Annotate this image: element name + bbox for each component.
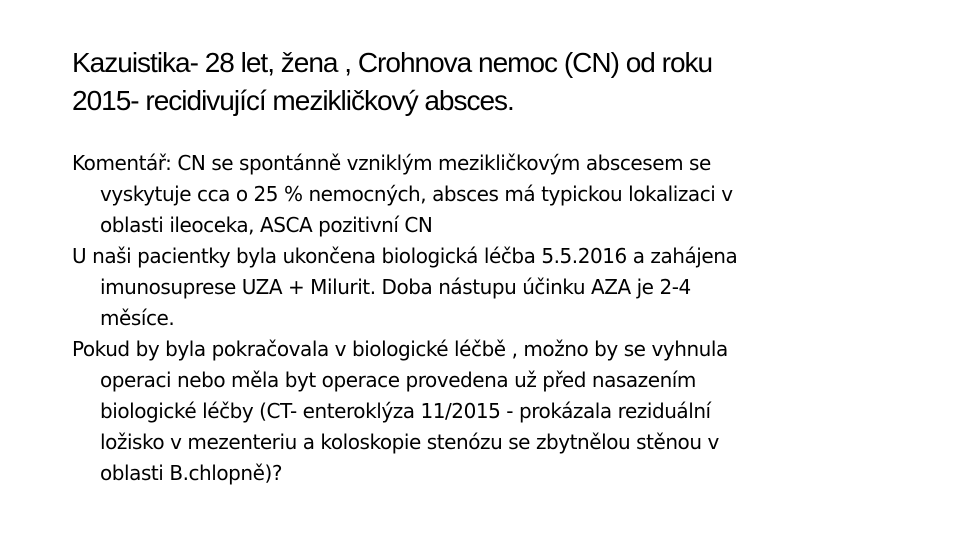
title-line: Kazuistika- 28 let, žena , Crohnova nemoc (CN) od roku — [72, 47, 713, 78]
text-line: U naši pacientky byla ukončena biologická léčba 5.5.2016 a zahájena — [72, 244, 738, 268]
text-line: měsíce. — [100, 306, 175, 330]
text-line: Komentář: CN se spontánně vzniklým mezikličkovým abscesem se — [72, 151, 711, 175]
paragraph-otazka — [72, 334, 902, 489]
text-line: ložisko v mezenteriu a koloskopie stenózu se zbytnělou stěnou v — [100, 430, 719, 454]
text-line: oblasti B.chlopně)? — [100, 461, 283, 485]
paragraph-komentar — [72, 148, 902, 241]
text-line: vyskytuje cca o 25 % nemocných, absces má typickou lokalizaci v — [100, 182, 733, 206]
text-line: oblasti ileoceka, ASCA pozitivní CN — [100, 213, 433, 237]
title-line: 2015- recidivující mezikličkový absces. — [72, 85, 514, 116]
slide-body — [72, 148, 902, 489]
text-line: biologické léčby (CT- enteroklýza 11/2015 - prokázala reziduální — [100, 399, 711, 423]
text-line: operaci nebo měla byt operace provedena už před nasazením — [100, 368, 696, 392]
slide-title — [72, 44, 902, 120]
text-line: imunosuprese UZA + Milurit. Doba nástupu účinku AZA je 2-4 — [100, 275, 691, 299]
text-line: Pokud by byla pokračovala v biologické léčbě , možno by se vyhnula — [72, 337, 728, 361]
paragraph-pacientka — [72, 241, 902, 334]
